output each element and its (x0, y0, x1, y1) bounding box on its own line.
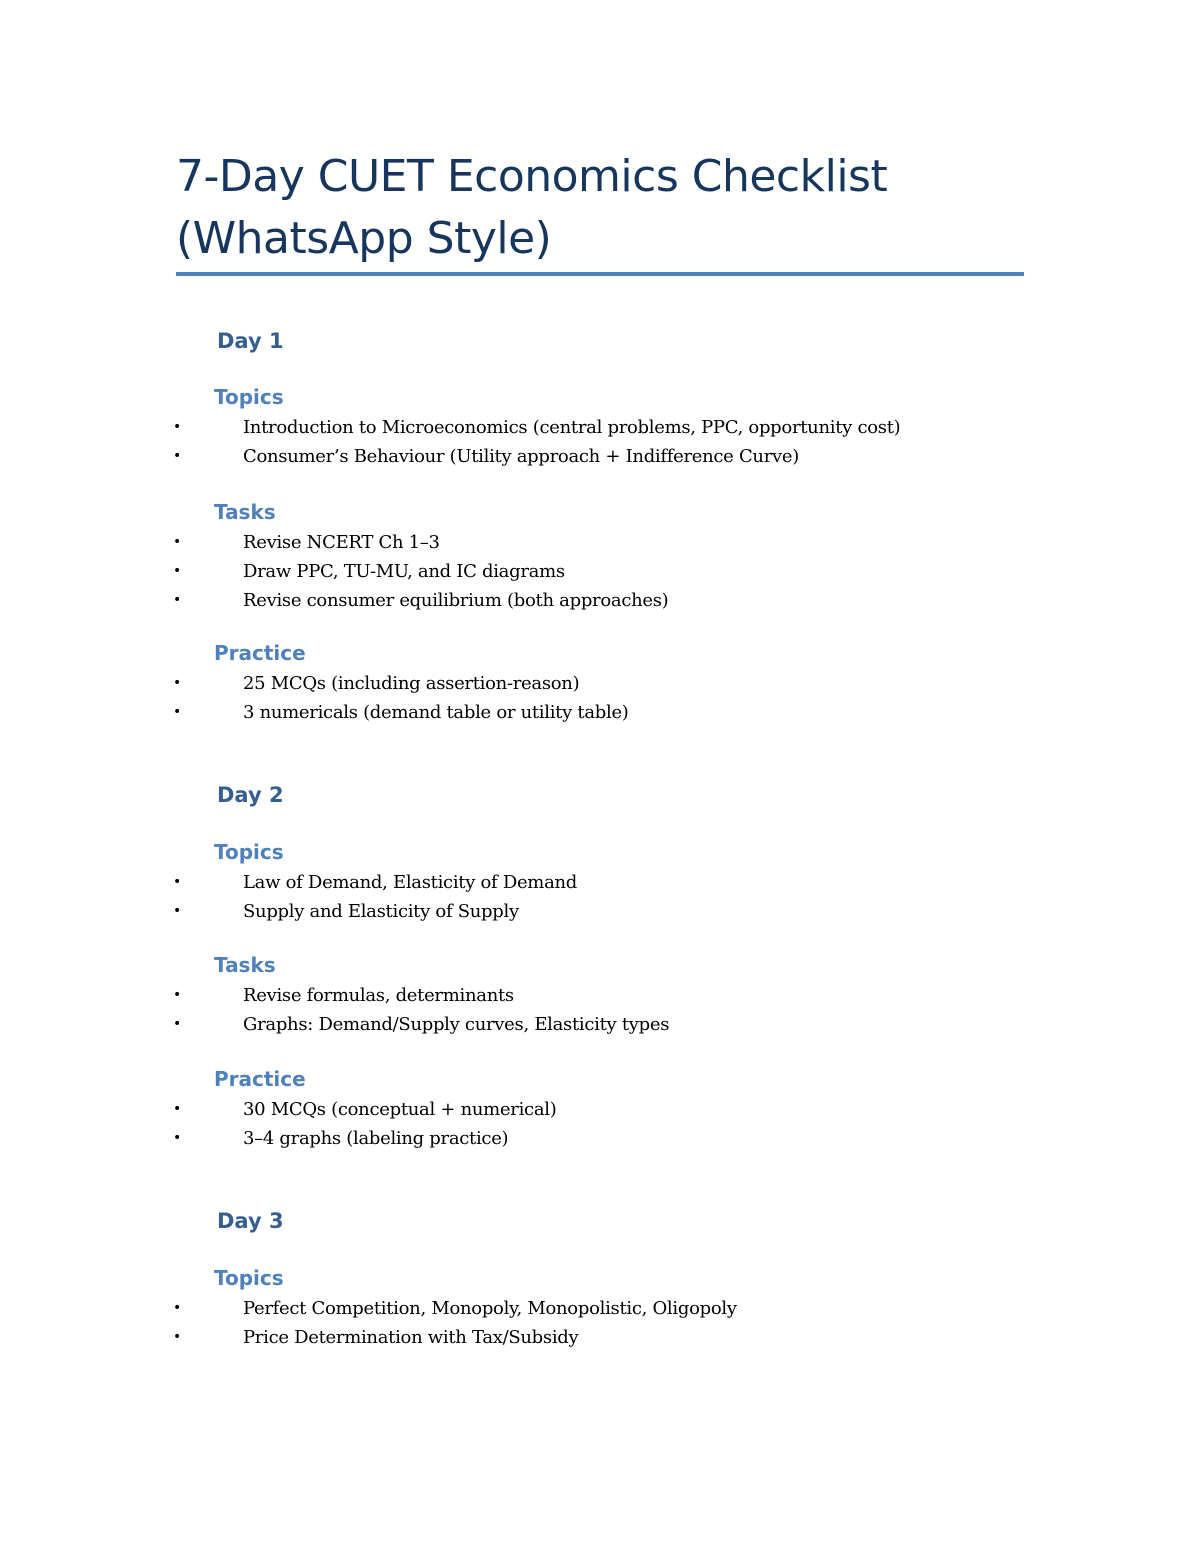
bullet-icon: • (173, 592, 182, 608)
bullet-icon: • (173, 903, 182, 919)
section-heading: Topics (214, 840, 284, 864)
section-heading: Topics (214, 1266, 284, 1290)
list-item-text: 30 MCQs (conceptual + numerical) (243, 1099, 557, 1120)
list-item-text: Introduction to Microeconomics (central problems, PPC, opportunity cost) (243, 417, 901, 438)
title-underline (176, 272, 1024, 276)
list-item-text: Supply and Elasticity of Supply (243, 901, 519, 922)
list-item (0, 528, 1200, 557)
list-item (0, 1010, 1200, 1039)
practice-list (0, 1095, 1200, 1153)
bullet-icon: • (173, 563, 182, 579)
list-item (0, 1323, 1200, 1352)
bullet-icon: • (173, 874, 182, 890)
list-item-text: Consumer’s Behaviour (Utility approach + Indifference Curve) (243, 446, 799, 467)
bullet-icon: • (173, 675, 182, 691)
list-item (0, 868, 1200, 897)
bullet-icon: • (173, 704, 182, 720)
tasks-list (0, 981, 1200, 1039)
section-heading: Tasks (214, 953, 276, 977)
practice-list (0, 669, 1200, 727)
list-item (0, 1124, 1200, 1153)
list-item-text: Perfect Competition, Monopoly, Monopolistic, Oligopoly (243, 1298, 737, 1319)
list-item (0, 669, 1200, 698)
list-item (0, 1294, 1200, 1323)
bullet-icon: • (173, 1130, 182, 1146)
section-heading: Practice (214, 1067, 306, 1091)
tasks-list (0, 528, 1200, 615)
list-item (0, 413, 1200, 442)
list-item (0, 1095, 1200, 1124)
day-heading: Day 2 (217, 783, 284, 807)
list-item-text: Revise formulas, determinants (243, 985, 514, 1006)
list-item-text: Law of Demand, Elasticity of Demand (243, 872, 578, 893)
list-item-text: Graphs: Demand/Supply curves, Elasticity types (243, 1014, 670, 1035)
day-heading: Day 3 (217, 1209, 284, 1233)
bullet-icon: • (173, 1329, 182, 1345)
section-heading: Topics (214, 385, 284, 409)
day-heading: Day 1 (217, 329, 284, 353)
list-item (0, 586, 1200, 615)
list-item-text: 3–4 graphs (labeling practice) (243, 1128, 509, 1149)
list-item-text: Price Determination with Tax/Subsidy (243, 1327, 579, 1348)
document-title: 7-Day CUET Economics Checklist (WhatsApp Style) (176, 151, 888, 264)
bullet-icon: • (173, 419, 182, 435)
list-item-text: Draw PPC, TU-MU, and IC diagrams (243, 561, 565, 582)
bullet-icon: • (173, 534, 182, 550)
bullet-icon: • (173, 448, 182, 464)
bullet-icon: • (173, 1016, 182, 1032)
section-heading: Practice (214, 641, 306, 665)
topics-list (0, 868, 1200, 926)
bullet-icon: • (173, 987, 182, 1003)
list-item (0, 981, 1200, 1010)
bullet-icon: • (173, 1300, 182, 1316)
list-item-text: 3 numericals (demand table or utility table) (243, 702, 629, 723)
list-item (0, 698, 1200, 727)
topics-list (0, 1294, 1200, 1352)
list-item-text: 25 MCQs (including assertion-reason) (243, 673, 580, 694)
list-item-text: Revise consumer equilibrium (both approaches) (243, 590, 669, 611)
list-item (0, 442, 1200, 471)
list-item-text: Revise NCERT Ch 1–3 (243, 532, 440, 553)
section-heading: Tasks (214, 500, 276, 524)
bullet-icon: • (173, 1101, 182, 1117)
list-item (0, 897, 1200, 926)
topics-list (0, 413, 1200, 471)
list-item (0, 557, 1200, 586)
